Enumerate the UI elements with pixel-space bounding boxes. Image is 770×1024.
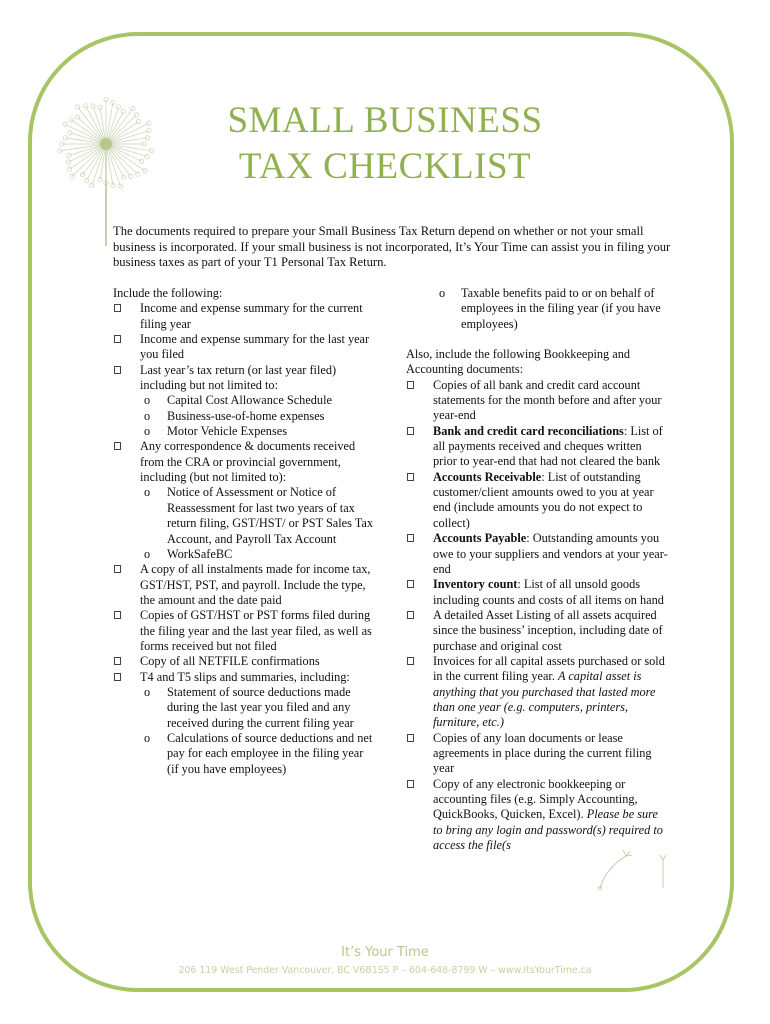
checkbox-icon [114, 673, 121, 681]
title-line-1: SMALL BUSINESS [227, 100, 543, 141]
sub-bullet-icon: o [144, 546, 151, 561]
checkbox-icon [114, 442, 121, 450]
checklist-item: Copies of any loan documents or lease agreements in place during the current filing year [406, 731, 668, 777]
intro-paragraph: The documents required to prepare your Small Business Tax Return depend on whether or not your small business is incorporated. If your small business is not incorporated, It’s Your Time can assist you in filing your business taxes as part of your T1 Personal Tax Return. [113, 224, 671, 269]
checklist-item: Income and expense summary for the last year you filed [113, 332, 375, 363]
checklist-item: T4 and T5 slips and summaries, including: o Statement of source deductions made during the last year you filed and any received during the current filing year o Calculations of source deductions and net pay for each employee in the filing year (if you have employees) [113, 670, 375, 777]
sub-list [140, 393, 375, 439]
checklist-item: Accounts Receivable: List of outstanding customer/client amounts owed to you at year end (include amounts you do not expect to collect) [406, 470, 668, 531]
checkbox-icon [407, 534, 414, 542]
checklist-item: Income and expense summary for the current filing year [113, 301, 375, 332]
checkbox-icon [114, 304, 121, 312]
sub-item: o Statement of source deductions made during the last year you filed and any received during the current filing year [144, 684, 354, 730]
checkbox-icon [407, 611, 414, 619]
sub-bullet-icon: o [144, 393, 151, 408]
right-checklist [406, 378, 668, 854]
page-title [0, 98, 770, 190]
seed-decoration-icon [586, 838, 666, 898]
checklist-item: Invoices for all capital assets purchased or sold in the current filing year. A capital asset is anything that you purchased that lasted more than one year (e.g. computers, printers, furniture, etc.) [406, 654, 668, 731]
checkbox-icon [114, 657, 121, 665]
checkbox-icon [407, 780, 414, 788]
sub-bullet-icon: o [144, 730, 151, 745]
footer-address: 206 119 West Pender Vancouver, BC V6B1S5 P – 604-648-8799 W – www.ItsYourTime.ca [178, 965, 592, 976]
checkbox-icon [407, 734, 414, 742]
checkbox-icon [407, 580, 414, 588]
sub-item: o Capital Cost Allowance Schedule [144, 393, 332, 408]
checklist-item: Copies of GST/HST or PST forms filed during the filing year and the last year filed, as well as forms received but not filed [113, 608, 375, 654]
checkbox-icon [114, 366, 121, 374]
checkbox-icon [114, 335, 121, 343]
left-heading: Include the following: [113, 286, 223, 300]
sub-list [140, 685, 375, 777]
checklist-item: Copies of all bank and credit card account statements for the month before and after your year-end [406, 378, 668, 424]
checklist-item: A detailed Asset Listing of all assets acquired since the business’ inception, including date of purchase and original cost [406, 608, 668, 654]
checklist-item: Any correspondence & documents received from the CRA or provincial government, including (but not limited to): o Notice of Assessment or Notice of Reassessment for last two years of tax return filing, GST/HST/ or PST Sales Tax Account, and Payroll Tax Account o WorkSafeBC [113, 439, 375, 562]
sub-item: o Business-use-of-home expenses [144, 408, 325, 423]
checklist-item: Copy of any electronic bookkeeping or accounting files (e.g. Simply Accounting, QuickBooks, Quicken, Excel). Please be sure to bring any login and password(s) required to access the file(s [406, 777, 668, 854]
right-column [406, 286, 668, 853]
right-heading: Also, include the following Bookkeeping and Accounting documents: [406, 347, 631, 377]
checklist-item: Bank and credit card reconciliations: List of all payments received and cheques written prior to year-end that had not cleared the bank [406, 424, 668, 470]
sub-bullet-icon: o [144, 408, 151, 423]
checkbox-icon [407, 381, 414, 389]
left-checklist [113, 301, 375, 777]
checklist-item: Accounts Payable: Outstanding amounts you owe to your suppliers and vendors at your year-end [406, 531, 668, 577]
sub-item: o Notice of Assessment or Notice of Reassessment for last two years of tax return filing, GST/HST/ or PST Sales Tax Account, and Payroll Tax Account [144, 485, 374, 546]
sub-bullet-icon: o [144, 485, 151, 500]
sub-item: o Motor Vehicle Expenses [144, 424, 287, 439]
footer-company-name: It’s Your Time [341, 945, 429, 960]
checkbox-icon [114, 611, 121, 619]
sub-list [140, 485, 375, 562]
checklist-item: A copy of all instalments made for income tax, GST/HST, PST, and payroll. Include the type, the amount and the date paid [113, 562, 375, 608]
sub-bullet-icon: o [439, 286, 446, 300]
sub-item: o WorkSafeBC [144, 546, 233, 561]
checkbox-icon [114, 565, 121, 573]
sub-item: o Calculations of source deductions and net pay for each employee in the filing year (if you have employees) [144, 730, 373, 776]
sub-bullet-icon: o [144, 424, 151, 439]
title-line-2: TAX CHECKLIST [238, 146, 532, 187]
checklist-item: Last year’s tax return (or last year filed) including but not limited to: o Capital Cost Allowance Schedule o Business-use-of-home expenses o Motor Vehicle Expenses [113, 363, 375, 440]
continued-sub-item: o Taxable benefits paid to or on behalf of employees in the filing year (if you have employees) [439, 286, 661, 331]
left-column [113, 286, 375, 777]
checkbox-icon [407, 473, 414, 481]
sub-bullet-icon: o [144, 684, 151, 699]
checkbox-icon [407, 427, 414, 435]
checklist-item: Inventory count: List of all unsold goods including counts and costs of all items on hand [406, 577, 668, 608]
checkbox-icon [407, 657, 414, 665]
checklist-item: Copy of all NETFILE confirmations [113, 654, 375, 669]
